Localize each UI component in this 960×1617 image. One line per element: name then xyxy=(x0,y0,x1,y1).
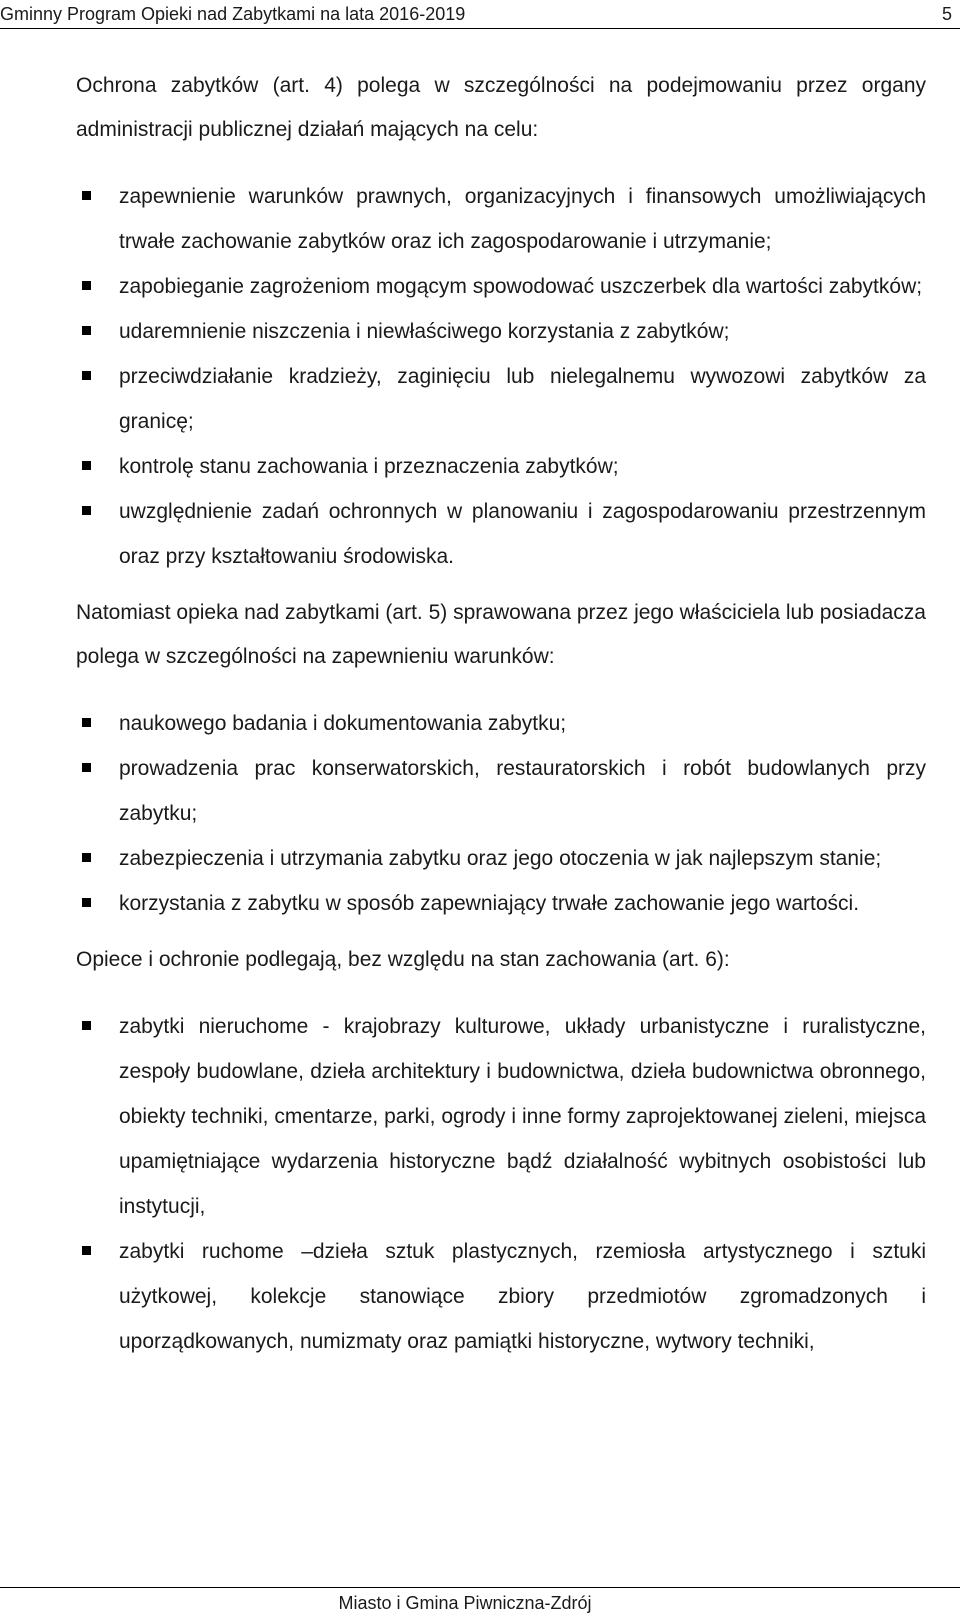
list-item xyxy=(76,1004,926,1229)
square-bullet-icon xyxy=(82,281,91,290)
section-3-list xyxy=(76,1004,926,1364)
square-bullet-icon xyxy=(82,898,91,907)
square-bullet-icon xyxy=(82,326,91,335)
square-bullet-icon xyxy=(82,461,91,470)
header-divider xyxy=(0,28,960,29)
list-item-text: uwzględnienie zadań ochronnych w planowaniu i zagospodarowaniu przestrzennym oraz przy kształtowaniu środowiska. xyxy=(119,500,926,568)
list-item-text: zapewnienie warunków prawnych, organizacyjnych i finansowych umożliwiających trwałe zachowanie zabytków oraz ich zagospodarowanie i utrzymanie; xyxy=(119,185,926,253)
square-bullet-icon xyxy=(82,718,91,727)
list-item-text: zabytki ruchome –dzieła sztuk plastycznych, rzemiosła artystycznego i sztuki użytkowej, kolekcje stanowiące zbiory przedmiotów zgromadzonych i uporządkowanych, numizmaty oraz pamiątki historyczne, wytwory techniki, xyxy=(119,1240,926,1353)
list-item xyxy=(76,489,926,579)
square-bullet-icon xyxy=(82,853,91,862)
list-item xyxy=(76,746,926,836)
list-item-text: korzystania z zabytku w sposób zapewniający trwałe zachowanie jego wartości. xyxy=(119,892,860,915)
footer-text: Miasto i Gmina Piwniczna-Zdrój xyxy=(338,1593,592,1613)
list-item-text: zabezpieczenia i utrzymania zabytku oraz jego otoczenia w jak najlepszym stanie; xyxy=(119,847,882,870)
list-item-text: zapobieganie zagrożeniom mogącym spowodować uszczerbek dla wartości zabytków; xyxy=(119,275,923,298)
square-bullet-icon xyxy=(82,506,91,515)
list-item xyxy=(76,836,926,881)
section-1-intro: Ochrona zabytków (art. 4) polega w szczególności na podejmowaniu przez organy administracji publicznej działań mających na celu: xyxy=(76,74,926,141)
list-item xyxy=(76,264,926,309)
list-item xyxy=(76,881,926,926)
page-footer xyxy=(0,1585,960,1617)
list-item xyxy=(76,701,926,746)
section-1-list xyxy=(76,174,926,579)
list-item xyxy=(76,354,926,444)
square-bullet-icon xyxy=(82,191,91,200)
section-2-list xyxy=(76,701,926,926)
document-title: Gminny Program Opieki nad Zabytkami na lata 2016-2019 xyxy=(0,4,466,24)
list-item xyxy=(76,1229,926,1364)
list-item xyxy=(76,174,926,264)
list-item-text: prowadzenia prac konserwatorskich, restauratorskich i robót budowlanych przy zabytku; xyxy=(119,757,926,825)
page-header xyxy=(0,0,960,30)
list-item-text: zabytki nieruchome - krajobrazy kulturowe, układy urbanistyczne i ruralistyczne, zespoły budowlane, dzieła architektury i budownictwa, dzieła budownictwa obronnego, obiekty techniki, cmentarze, parki, ogrody i inne formy zaprojektowanej zieleni, miejsca upamiętniające wydarzenia historyczne bądź działalność wybitnych osobistości lub instytucji, xyxy=(119,1015,926,1218)
list-item-text: naukowego badania i dokumentowania zabytku; xyxy=(119,712,567,735)
square-bullet-icon xyxy=(82,1021,91,1030)
section-2-intro: Natomiast opieka nad zabytkami (art. 5) sprawowana przez jego właściciela lub posiadacza polega w szczególności na zapewnieniu warunków: xyxy=(76,601,926,668)
list-item-text: przeciwdziałanie kradzieży, zaginięciu lub nielegalnemu wywozowi zabytków za granicę; xyxy=(119,365,926,433)
list-item xyxy=(76,444,926,489)
list-item-text: udaremnienie niszczenia i niewłaściwego korzystania z zabytków; xyxy=(119,320,730,343)
square-bullet-icon xyxy=(82,371,91,380)
section-3-intro: Opiece i ochronie podlegają, bez względu na stan zachowania (art. 6): xyxy=(76,948,730,971)
list-item-text: kontrolę stanu zachowania i przeznaczenia zabytków; xyxy=(119,455,619,478)
document-body xyxy=(76,64,926,1376)
list-item xyxy=(76,309,926,354)
square-bullet-icon xyxy=(82,1246,91,1255)
page-number: 5 xyxy=(941,4,952,24)
square-bullet-icon xyxy=(82,763,91,772)
footer-divider xyxy=(0,1587,960,1588)
